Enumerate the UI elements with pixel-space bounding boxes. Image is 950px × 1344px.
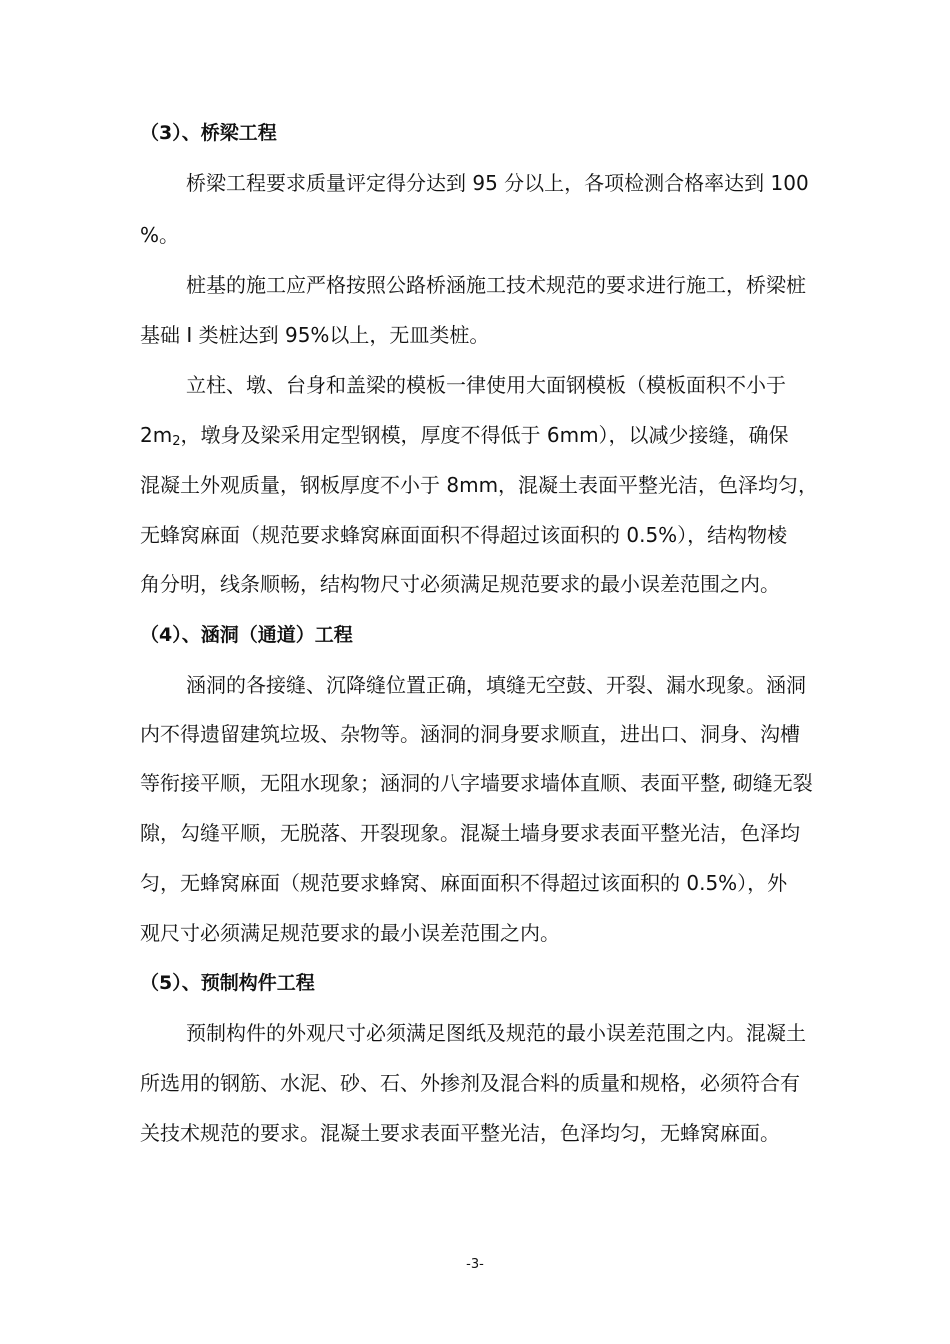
paragraph-line: 基础 I 类桩达到 95%以上，无皿类桩。 [140,323,490,347]
section-heading-3: （3）、桥梁工程 [140,122,277,144]
paragraph-line: 预制构件的外观尺寸必须满足图纸及规范的最小误差范围之内。混凝土 [186,1021,806,1045]
section-heading-4: （4）、涵洞（通道）工程 [140,624,353,646]
paragraph-line: 观尺寸必须满足规范要求的最小误差范围之内。 [140,921,560,945]
paragraph-line: 桥梁工程要求质量评定得分达到 95 分以上，各项检测合格率达到 100 [186,171,809,195]
paragraph-line: 所选用的钢筋、水泥、砂、石、外掺剂及混合料的质量和规格，必须符合有 [140,1071,800,1095]
paragraph-line-with-subscript [140,422,789,455]
section-heading-5: （5）、预制构件工程 [140,972,315,994]
paragraph-line: 涵洞的各接缝、沉降缝位置正确，填缝无空鼓、开裂、漏水现象。涵洞 [186,673,806,697]
paragraph-line: %。 [140,223,180,247]
paragraph-line: 关技术规范的要求。混凝土要求表面平整光洁，色泽均匀，无蜂窝麻面。 [140,1121,780,1145]
paragraph-line: 隙，勾缝平顺，无脱落、开裂现象。混凝土墙身要求表面平整光洁，色泽均 [140,821,800,845]
line-remainder: ，墩身及梁采用定型钢模，厚度不得低于 6mm），以减少接缝，确保 [180,423,789,447]
paragraph-line: 内不得遗留建筑垃圾、杂物等。涵洞的洞身要求顺直，进出口、洞身、沟槽 [140,722,800,746]
paragraph-line: 等衔接平顺，无阻水现象；涵洞的八字墙要求墙体直顺、表面平整, 砌缝无裂 [140,771,813,795]
paragraph-line: 立柱、墩、台身和盖梁的模板一律使用大面钢模板（模板面积不小于 [186,373,786,397]
paragraph-line: 角分明，线条顺畅，结构物尺寸必须满足规范要求的最小误差范围之内。 [140,572,780,596]
area-value: 2m [140,423,173,447]
subscript-digit: 2 [172,434,181,449]
paragraph-line: 混凝土外观质量，钢板厚度不小于 8mm，混凝土表面平整光洁，色泽均匀， [140,473,819,497]
paragraph-line: 无蜂窝麻面（规范要求蜂窝麻面面积不得超过该面积的 0.5%），结构物棱 [140,523,788,547]
paragraph-line: 桩基的施工应严格按照公路桥涵施工技术规范的要求进行施工，桥梁桩 [186,273,806,297]
paragraph-line: 匀，无蜂窝麻面（规范要求蜂窝、麻面面积不得超过该面积的 0.5%），外 [140,871,788,895]
page-number: -3- [466,1257,484,1272]
